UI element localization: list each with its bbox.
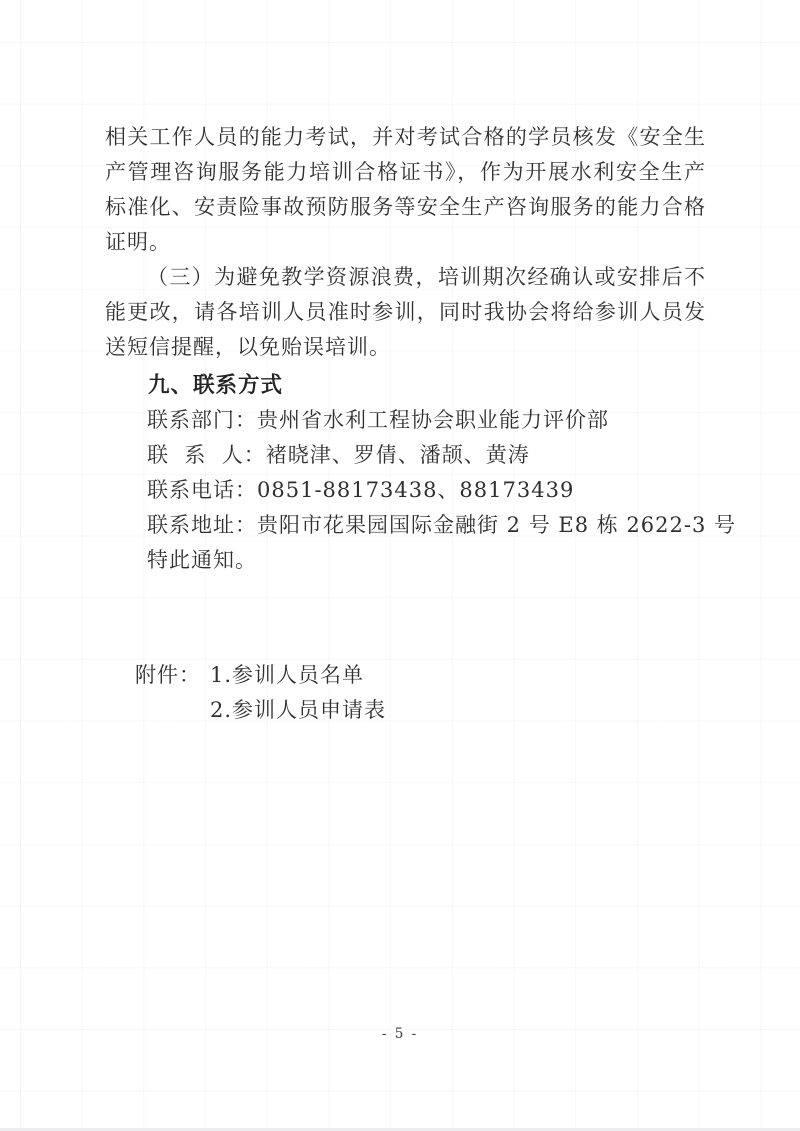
contact-line-phone: 联系电话：0851-88173438、88173439 (147, 478, 575, 502)
paragraph-continuation: 相关工作人员的能力考试，并对考试合格的学员核发《安全生产管理咨询服务能力培训合格证书》，作为开展水利安全生产标准化、安责险事故预防服务等安全生产咨询服务的能力合格证明。 (105, 125, 706, 254)
section-heading-contact: 九、联系方式 (148, 373, 284, 398)
contact-line-person: 联 系 人：褚晓津、罗倩、潘颉、黄涛 (147, 443, 530, 467)
contact-line-department: 联系部门：贵州省水利工程协会职业能力评价部 (147, 408, 609, 432)
document-body (105, 120, 737, 728)
paragraph-item-three: （三）为避免教学资源浪费，培训期次经确认或安排后不能更改，请各培训人员准时参训，同时我协会将给参训人员发送短信提醒，以免贻误培训。 (105, 265, 706, 359)
attachment-list (210, 658, 386, 728)
contact-line-address: 联系地址：贵阳市花果园国际金融街 2 号 E8 栋 2622-3 号 (147, 513, 737, 537)
attachment-block (135, 658, 706, 728)
attachment-item-application-form: 2.参训人员申请表 (210, 698, 387, 722)
page-number: - 5 - (381, 1026, 419, 1042)
closing-line: 特此通知。 (147, 548, 257, 572)
attachment-item-roster: 1.参训人员名单 (210, 663, 365, 687)
attachment-label: 附件： (135, 663, 201, 687)
